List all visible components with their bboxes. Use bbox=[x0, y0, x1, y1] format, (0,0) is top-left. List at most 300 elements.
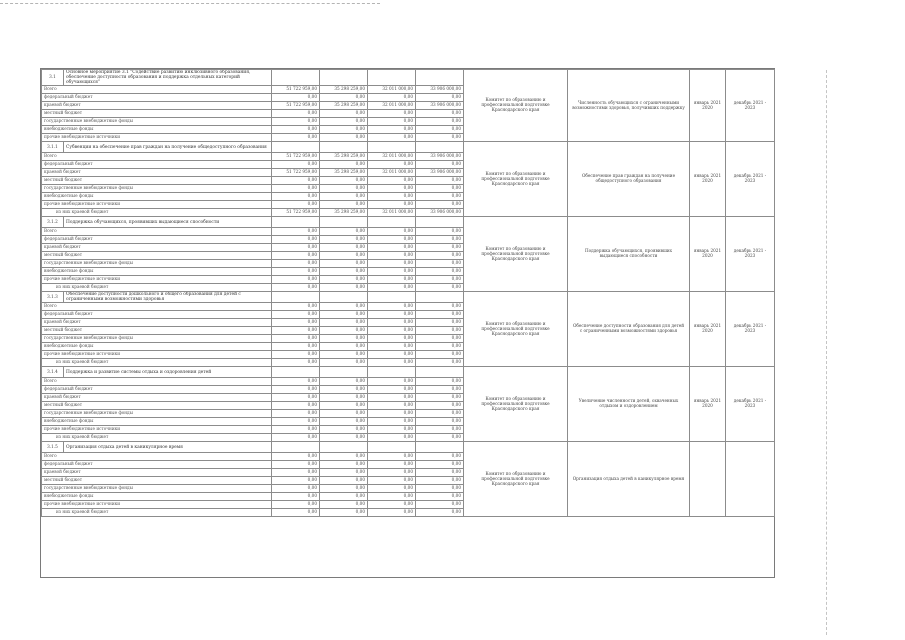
funding-value: 0,00 bbox=[272, 351, 320, 359]
funding-value: 0,00 bbox=[272, 260, 320, 268]
funding-value: 0,00 bbox=[416, 236, 464, 244]
section-start-date: январь 2021 2020 bbox=[690, 367, 726, 442]
funding-value: 0,00 bbox=[320, 402, 368, 410]
funding-source-label: местный бюджет bbox=[42, 402, 272, 410]
empty-value-cell bbox=[272, 442, 320, 453]
funding-source-label: из них краевой бюджет bbox=[42, 509, 272, 517]
funding-source-label: государственные внебюджетные фонды bbox=[42, 410, 272, 418]
total-label: Всего bbox=[42, 453, 272, 461]
funding-value: 0,00 bbox=[272, 461, 320, 469]
total-value: 0,00 bbox=[320, 378, 368, 386]
funding-value: 0,00 bbox=[320, 335, 368, 343]
funding-source-label: краевой бюджет bbox=[42, 319, 272, 327]
funding-value: 0,00 bbox=[368, 126, 416, 134]
funding-value: 0,00 bbox=[272, 110, 320, 118]
funding-value: 0,00 bbox=[416, 402, 464, 410]
funding-source-label: прочие внебюджетные источники bbox=[42, 201, 272, 209]
funding-value: 0,00 bbox=[368, 359, 416, 367]
funding-source-label: государственные внебюджетные фонды bbox=[42, 335, 272, 343]
funding-value: 0,00 bbox=[416, 426, 464, 434]
funding-value: 0,00 bbox=[320, 477, 368, 485]
funding-source-label: федеральный бюджет bbox=[42, 236, 272, 244]
funding-value: 33 906 000,00 bbox=[416, 209, 464, 217]
funding-source-label: местный бюджет bbox=[42, 110, 272, 118]
funding-value: 0,00 bbox=[320, 110, 368, 118]
section-result: Обеспечение прав граждан на получение общедоступного образования bbox=[568, 142, 690, 217]
funding-value: 0,00 bbox=[320, 276, 368, 284]
funding-value: 0,00 bbox=[272, 252, 320, 260]
funding-value: 0,00 bbox=[416, 477, 464, 485]
funding-value: 0,00 bbox=[368, 236, 416, 244]
section-executor: Комитет по образованию и профессиональной подготовке Краснодарского края bbox=[464, 217, 568, 292]
funding-source-label: прочие внебюджетные источники bbox=[42, 501, 272, 509]
funding-value: 0,00 bbox=[416, 418, 464, 426]
section-start-date: январь 2021 2020 bbox=[690, 292, 726, 367]
empty-value-cell bbox=[320, 367, 368, 378]
funding-value: 0,00 bbox=[320, 418, 368, 426]
funding-value: 0,00 bbox=[416, 193, 464, 201]
funding-source-label: внебюджетные фонды bbox=[42, 268, 272, 276]
section-result: Организация отдыха детей в каникулярное время bbox=[568, 442, 690, 517]
total-value: 33 906 000,00 bbox=[416, 153, 464, 161]
funding-source-label: краевой бюджет bbox=[42, 102, 272, 110]
empty-value-cell bbox=[272, 217, 320, 228]
funding-source-label: внебюджетные фонды bbox=[42, 418, 272, 426]
empty-value-cell bbox=[320, 70, 368, 86]
section-code: 3.1.3 bbox=[42, 292, 64, 303]
funding-value: 0,00 bbox=[416, 177, 464, 185]
funding-value: 0,00 bbox=[416, 252, 464, 260]
total-label: Всего bbox=[42, 303, 272, 311]
funding-value: 0,00 bbox=[368, 193, 416, 201]
funding-value: 0,00 bbox=[272, 94, 320, 102]
funding-value: 0,00 bbox=[416, 284, 464, 292]
funding-source-label: из них краевой бюджет bbox=[42, 284, 272, 292]
funding-value: 35 298 259,00 bbox=[320, 102, 368, 110]
funding-value: 35 298 259,00 bbox=[320, 169, 368, 177]
total-label: Всего bbox=[42, 153, 272, 161]
section-title: Субвенции на обеспечение прав граждан на получение общедоступного образования bbox=[64, 142, 272, 153]
funding-value: 0,00 bbox=[272, 193, 320, 201]
empty-value-cell bbox=[368, 442, 416, 453]
funding-value: 0,00 bbox=[320, 268, 368, 276]
funding-value: 0,00 bbox=[272, 118, 320, 126]
section-result: Численность обучающихся с ограниченными возможностями здоровья, получивших поддержку bbox=[568, 70, 690, 142]
funding-source-label: краевой бюджет bbox=[42, 244, 272, 252]
funding-value: 0,00 bbox=[272, 485, 320, 493]
funding-value: 0,00 bbox=[272, 509, 320, 517]
total-value: 0,00 bbox=[272, 228, 320, 236]
total-value: 0,00 bbox=[272, 453, 320, 461]
total-value: 32 011 000,00 bbox=[368, 153, 416, 161]
funding-value: 0,00 bbox=[368, 177, 416, 185]
funding-value: 0,00 bbox=[272, 327, 320, 335]
funding-value: 0,00 bbox=[272, 244, 320, 252]
funding-value: 0,00 bbox=[272, 201, 320, 209]
funding-value: 0,00 bbox=[272, 394, 320, 402]
section-title: Основное мероприятие 3.1 "Содействие развитию инклюзивного образования, обеспечение доступности образования и поддержка отдельных категорий обучающихся" bbox=[64, 70, 272, 86]
empty-value-cell bbox=[320, 292, 368, 303]
funding-source-label: государственные внебюджетные фонды bbox=[42, 118, 272, 126]
section-result: Увеличение численности детей, охваченных отдыхом и оздоровлением bbox=[568, 367, 690, 442]
funding-value: 0,00 bbox=[368, 118, 416, 126]
total-value: 0,00 bbox=[416, 303, 464, 311]
funding-value: 0,00 bbox=[416, 485, 464, 493]
funding-source-label: местный бюджет bbox=[42, 327, 272, 335]
page-top-rule bbox=[0, 3, 380, 4]
funding-source-label: прочие внебюджетные источники bbox=[42, 351, 272, 359]
funding-value: 0,00 bbox=[272, 501, 320, 509]
funding-value: 0,00 bbox=[320, 426, 368, 434]
empty-value-cell bbox=[272, 142, 320, 153]
section-header-row bbox=[42, 142, 775, 153]
total-value: 33 906 000,00 bbox=[416, 86, 464, 94]
empty-value-cell bbox=[416, 442, 464, 453]
funding-value: 0,00 bbox=[320, 260, 368, 268]
funding-value: 0,00 bbox=[272, 319, 320, 327]
funding-value: 0,00 bbox=[368, 469, 416, 477]
section-executor: Комитет по образованию и профессиональной подготовке Краснодарского края bbox=[464, 142, 568, 217]
funding-value: 0,00 bbox=[368, 252, 416, 260]
funding-value: 0,00 bbox=[320, 126, 368, 134]
funding-value: 0,00 bbox=[368, 335, 416, 343]
funding-value: 0,00 bbox=[416, 110, 464, 118]
funding-value: 0,00 bbox=[416, 327, 464, 335]
document-sheet bbox=[40, 68, 775, 578]
funding-source-label: федеральный бюджет bbox=[42, 311, 272, 319]
funding-value: 0,00 bbox=[368, 268, 416, 276]
total-value: 0,00 bbox=[368, 228, 416, 236]
funding-value: 0,00 bbox=[320, 469, 368, 477]
section-executor: Комитет по образованию и профессиональной подготовке Краснодарского края bbox=[464, 442, 568, 517]
funding-source-label: прочие внебюджетные источники bbox=[42, 276, 272, 284]
funding-value: 0,00 bbox=[416, 394, 464, 402]
total-value: 51 722 959,00 bbox=[272, 86, 320, 94]
funding-source-label: прочие внебюджетные источники bbox=[42, 134, 272, 142]
funding-value: 0,00 bbox=[320, 351, 368, 359]
funding-value: 35 298 259,00 bbox=[320, 209, 368, 217]
empty-value-cell bbox=[272, 292, 320, 303]
funding-value: 0,00 bbox=[272, 343, 320, 351]
funding-value: 0,00 bbox=[272, 402, 320, 410]
total-value: 51 722 959,00 bbox=[272, 153, 320, 161]
funding-value: 0,00 bbox=[272, 335, 320, 343]
funding-value: 0,00 bbox=[272, 418, 320, 426]
funding-value: 0,00 bbox=[320, 134, 368, 142]
empty-value-cell bbox=[368, 70, 416, 86]
funding-value: 0,00 bbox=[272, 126, 320, 134]
section-executor: Комитет по образованию и профессиональной подготовке Краснодарского края bbox=[464, 367, 568, 442]
funding-source-label: из них краевой бюджет bbox=[42, 434, 272, 442]
funding-value: 0,00 bbox=[272, 311, 320, 319]
funding-value: 0,00 bbox=[320, 434, 368, 442]
funding-value: 0,00 bbox=[272, 386, 320, 394]
funding-value: 0,00 bbox=[320, 461, 368, 469]
funding-value: 51 722 959,00 bbox=[272, 209, 320, 217]
funding-value: 0,00 bbox=[272, 426, 320, 434]
funding-value: 0,00 bbox=[320, 161, 368, 169]
section-start-date: январь 2021 2020 bbox=[690, 142, 726, 217]
section-end-date: декабрь 2021 - 2023 bbox=[726, 142, 775, 217]
empty-value-cell bbox=[416, 217, 464, 228]
funding-value: 0,00 bbox=[416, 185, 464, 193]
funding-value: 0,00 bbox=[368, 201, 416, 209]
section-end-date: декабрь 2021 - 2023 bbox=[726, 217, 775, 292]
funding-value: 0,00 bbox=[416, 493, 464, 501]
funding-value: 0,00 bbox=[272, 185, 320, 193]
section-result: Обеспечение доступности образования для детей с ограниченными возможностями здоровья bbox=[568, 292, 690, 367]
funding-value: 0,00 bbox=[416, 434, 464, 442]
total-value: 35 298 259,00 bbox=[320, 153, 368, 161]
funding-value: 0,00 bbox=[368, 327, 416, 335]
funding-value: 0,00 bbox=[416, 359, 464, 367]
funding-value: 0,00 bbox=[320, 319, 368, 327]
funding-value: 0,00 bbox=[368, 319, 416, 327]
funding-value: 0,00 bbox=[320, 118, 368, 126]
total-label: Всего bbox=[42, 228, 272, 236]
section-end-date: декабрь 2021 - 2023 bbox=[726, 292, 775, 367]
section-header-row bbox=[42, 217, 775, 228]
funding-value: 0,00 bbox=[320, 394, 368, 402]
total-value: 0,00 bbox=[368, 378, 416, 386]
section-executor: Комитет по образованию и профессиональной подготовке Краснодарского края bbox=[464, 70, 568, 142]
total-value: 0,00 bbox=[416, 378, 464, 386]
empty-value-cell bbox=[272, 367, 320, 378]
funding-value: 0,00 bbox=[320, 193, 368, 201]
funding-value: 0,00 bbox=[272, 469, 320, 477]
section-title: Организация отдыха детей в каникулярное время bbox=[64, 442, 272, 453]
funding-value: 0,00 bbox=[272, 284, 320, 292]
funding-value: 0,00 bbox=[320, 359, 368, 367]
funding-value: 0,00 bbox=[368, 351, 416, 359]
funding-value: 0,00 bbox=[368, 343, 416, 351]
funding-value: 0,00 bbox=[416, 469, 464, 477]
empty-value-cell bbox=[320, 142, 368, 153]
funding-value: 0,00 bbox=[320, 386, 368, 394]
section-header-row bbox=[42, 292, 775, 303]
funding-source-label: краевой бюджет bbox=[42, 394, 272, 402]
funding-value: 0,00 bbox=[368, 501, 416, 509]
funding-source-label: внебюджетные фонды bbox=[42, 193, 272, 201]
funding-source-label: внебюджетные фонды bbox=[42, 126, 272, 134]
funding-value: 0,00 bbox=[320, 244, 368, 252]
funding-source-label: государственные внебюджетные фонды bbox=[42, 485, 272, 493]
funding-value: 0,00 bbox=[368, 434, 416, 442]
funding-value: 0,00 bbox=[416, 94, 464, 102]
section-header-row bbox=[42, 70, 775, 86]
funding-value: 33 906 000,00 bbox=[416, 102, 464, 110]
funding-value: 0,00 bbox=[368, 493, 416, 501]
funding-value: 0,00 bbox=[368, 485, 416, 493]
funding-value: 51 722 959,00 bbox=[272, 169, 320, 177]
total-value: 0,00 bbox=[320, 228, 368, 236]
funding-value: 0,00 bbox=[416, 276, 464, 284]
funding-source-label: государственные внебюджетные фонды bbox=[42, 260, 272, 268]
funding-value: 0,00 bbox=[320, 252, 368, 260]
empty-value-cell bbox=[320, 217, 368, 228]
funding-value: 0,00 bbox=[320, 236, 368, 244]
section-code: 3.1 bbox=[42, 70, 64, 86]
section-start-date: январь 2021 2020 bbox=[690, 217, 726, 292]
section-start-date: январь 2021 2020 bbox=[690, 70, 726, 142]
empty-value-cell bbox=[368, 217, 416, 228]
funding-value: 0,00 bbox=[272, 410, 320, 418]
funding-value: 0,00 bbox=[272, 161, 320, 169]
funding-value: 0,00 bbox=[320, 493, 368, 501]
funding-value: 0,00 bbox=[368, 94, 416, 102]
funding-value: 0,00 bbox=[368, 185, 416, 193]
funding-value: 0,00 bbox=[416, 268, 464, 276]
empty-value-cell bbox=[272, 70, 320, 86]
funding-value: 0,00 bbox=[320, 201, 368, 209]
total-value: 0,00 bbox=[320, 303, 368, 311]
section-start-date bbox=[690, 442, 726, 517]
funding-value: 0,00 bbox=[320, 485, 368, 493]
section-result: Поддержка обучающихся, проявивших выдающиеся способности bbox=[568, 217, 690, 292]
funding-value: 0,00 bbox=[320, 94, 368, 102]
funding-source-label: прочие внебюджетные источники bbox=[42, 426, 272, 434]
funding-value: 0,00 bbox=[416, 335, 464, 343]
section-code: 3.1.2 bbox=[42, 217, 64, 228]
funding-value: 0,00 bbox=[416, 161, 464, 169]
funding-value: 0,00 bbox=[416, 351, 464, 359]
funding-value: 0,00 bbox=[368, 402, 416, 410]
total-value: 35 298 259,00 bbox=[320, 86, 368, 94]
section-code: 3.1.4 bbox=[42, 367, 64, 378]
section-end-date: декабрь 2021 - 2023 bbox=[726, 367, 775, 442]
funding-source-label: из них краевой бюджет bbox=[42, 209, 272, 217]
funding-value: 0,00 bbox=[416, 386, 464, 394]
section-title: Обеспечение доступности дошкольного и общего образования для детей с ограниченными возможностями здоровья bbox=[64, 292, 272, 303]
budget-table-body bbox=[42, 70, 775, 517]
funding-value: 0,00 bbox=[368, 509, 416, 517]
funding-source-label: государственные внебюджетные фонды bbox=[42, 185, 272, 193]
total-label: Всего bbox=[42, 378, 272, 386]
total-value: 0,00 bbox=[368, 453, 416, 461]
funding-value: 0,00 bbox=[368, 418, 416, 426]
funding-source-label: местный бюджет bbox=[42, 177, 272, 185]
funding-value: 0,00 bbox=[368, 477, 416, 485]
funding-value: 33 906 000,00 bbox=[416, 169, 464, 177]
funding-value: 0,00 bbox=[320, 327, 368, 335]
funding-value: 0,00 bbox=[416, 319, 464, 327]
section-end-date: декабрь 2021 - 2023 bbox=[726, 70, 775, 142]
empty-value-cell bbox=[320, 442, 368, 453]
funding-value: 0,00 bbox=[368, 426, 416, 434]
total-label: Всего bbox=[42, 86, 272, 94]
funding-source-label: федеральный бюджет bbox=[42, 461, 272, 469]
funding-source-label: внебюджетные фонды bbox=[42, 493, 272, 501]
funding-value: 0,00 bbox=[272, 477, 320, 485]
funding-value: 0,00 bbox=[416, 126, 464, 134]
total-value: 0,00 bbox=[272, 378, 320, 386]
funding-value: 0,00 bbox=[272, 236, 320, 244]
empty-value-cell bbox=[368, 367, 416, 378]
section-title: Поддержка и развитие системы отдыха и оздоровления детей bbox=[64, 367, 272, 378]
total-value: 0,00 bbox=[368, 303, 416, 311]
funding-source-label: федеральный бюджет bbox=[42, 386, 272, 394]
total-value: 0,00 bbox=[416, 453, 464, 461]
funding-value: 0,00 bbox=[272, 493, 320, 501]
funding-value: 0,00 bbox=[320, 343, 368, 351]
funding-value: 0,00 bbox=[368, 311, 416, 319]
funding-value: 0,00 bbox=[272, 276, 320, 284]
funding-value: 0,00 bbox=[368, 244, 416, 252]
funding-value: 0,00 bbox=[368, 110, 416, 118]
funding-value: 0,00 bbox=[320, 509, 368, 517]
funding-value: 0,00 bbox=[416, 343, 464, 351]
funding-value: 0,00 bbox=[416, 201, 464, 209]
funding-value: 0,00 bbox=[368, 161, 416, 169]
funding-value: 0,00 bbox=[320, 284, 368, 292]
funding-value: 0,00 bbox=[416, 260, 464, 268]
funding-value: 0,00 bbox=[368, 260, 416, 268]
section-header-row bbox=[42, 367, 775, 378]
funding-source-label: федеральный бюджет bbox=[42, 161, 272, 169]
funding-value: 0,00 bbox=[320, 410, 368, 418]
funding-value: 0,00 bbox=[416, 501, 464, 509]
empty-value-cell bbox=[416, 367, 464, 378]
section-executor: Комитет по образованию и профессиональной подготовке Краснодарского края bbox=[464, 292, 568, 367]
empty-value-cell bbox=[368, 142, 416, 153]
budget-table bbox=[41, 69, 775, 517]
total-value: 0,00 bbox=[320, 453, 368, 461]
funding-value: 0,00 bbox=[416, 410, 464, 418]
funding-value: 0,00 bbox=[272, 134, 320, 142]
funding-source-label: краевой бюджет bbox=[42, 469, 272, 477]
funding-value: 0,00 bbox=[368, 461, 416, 469]
funding-value: 0,00 bbox=[368, 394, 416, 402]
empty-value-cell bbox=[416, 70, 464, 86]
section-code: 3.1.1 bbox=[42, 142, 64, 153]
funding-source-label: краевой бюджет bbox=[42, 169, 272, 177]
funding-value: 0,00 bbox=[368, 134, 416, 142]
funding-source-label: местный бюджет bbox=[42, 252, 272, 260]
total-value: 32 011 000,00 bbox=[368, 86, 416, 94]
funding-value: 0,00 bbox=[416, 509, 464, 517]
funding-value: 0,00 bbox=[368, 276, 416, 284]
section-title: Поддержка обучающихся, проявивших выдающиеся способности bbox=[64, 217, 272, 228]
funding-source-label: федеральный бюджет bbox=[42, 94, 272, 102]
funding-value: 0,00 bbox=[272, 359, 320, 367]
funding-value: 0,00 bbox=[416, 244, 464, 252]
funding-source-label: местный бюджет bbox=[42, 477, 272, 485]
funding-value: 0,00 bbox=[368, 410, 416, 418]
funding-value: 0,00 bbox=[416, 134, 464, 142]
funding-source-label: внебюджетные фонды bbox=[42, 343, 272, 351]
funding-value: 32 011 000,00 bbox=[368, 102, 416, 110]
funding-value: 0,00 bbox=[272, 268, 320, 276]
funding-value: 0,00 bbox=[272, 434, 320, 442]
funding-value: 0,00 bbox=[416, 461, 464, 469]
funding-value: 32 011 000,00 bbox=[368, 169, 416, 177]
funding-value: 0,00 bbox=[368, 284, 416, 292]
total-value: 0,00 bbox=[416, 228, 464, 236]
section-header-row bbox=[42, 442, 775, 453]
section-end-date bbox=[726, 442, 775, 517]
section-code: 3.1.5 bbox=[42, 442, 64, 453]
funding-value: 51 722 959,00 bbox=[272, 102, 320, 110]
funding-value: 0,00 bbox=[320, 501, 368, 509]
empty-value-cell bbox=[416, 142, 464, 153]
funding-value: 32 011 000,00 bbox=[368, 209, 416, 217]
funding-value: 0,00 bbox=[416, 118, 464, 126]
funding-value: 0,00 bbox=[320, 185, 368, 193]
empty-value-cell bbox=[416, 292, 464, 303]
funding-source-label: из них краевой бюджет bbox=[42, 359, 272, 367]
funding-value: 0,00 bbox=[272, 177, 320, 185]
funding-value: 0,00 bbox=[416, 311, 464, 319]
